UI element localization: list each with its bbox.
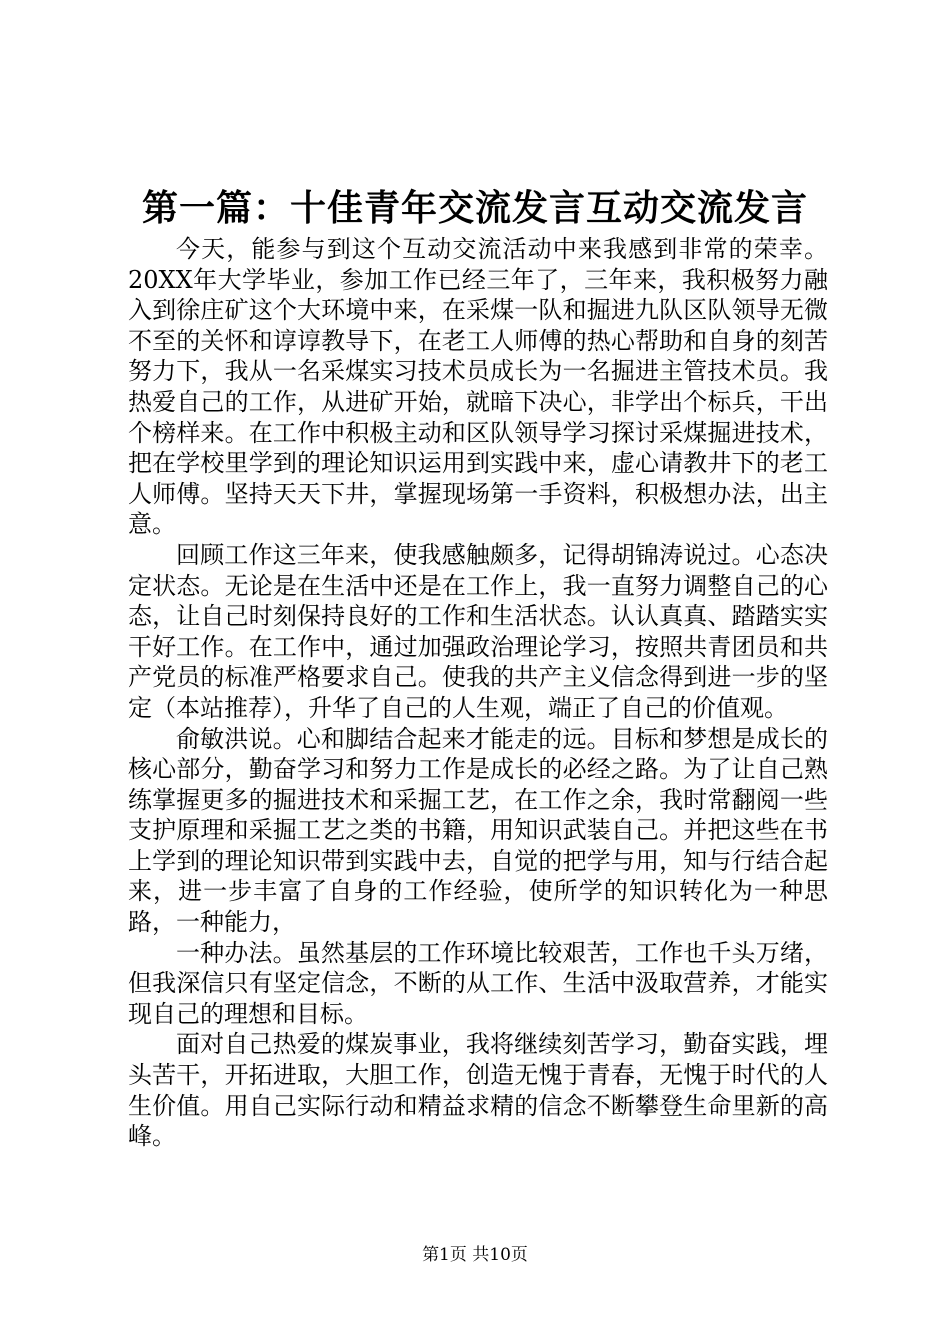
page-number-indicator: 第1页 共10页	[422, 1245, 528, 1265]
paragraph-2: 回顾工作这三年来，使我感触颇多，记得胡锦涛说过。心态决定状态。无论是在生活中还是在工作上，我一直努力调整自己的心态，让自己时刻保持良好的工作和生活状态。认认真真、踏踏实实干好工作。在工作中，通过加强政治理论学习，按照共青团员和共产党员的标准严格要求自己。使我的共产主义信念得到进一步的坚定（本站推荐），升华了自己的人生观，端正了自己的价值观。	[128, 540, 828, 722]
paragraph-3: 俞敏洪说。心和脚结合起来才能走的远。目标和梦想是成长的核心部分，勤奋学习和努力工作是成长的必经之路。为了让自己熟练掌握更多的掘进技术和采掘工艺，在工作之余，我时常翻阅一些支护原理和采掘工艺之类的书籍，用知识武装自己。并把这些在书上学到的理论知识带到实践中去，自觉的把学与用，知与行结合起来，进一步丰富了自身的工作经验，使所学的知识转化为一种思路，一种能力，	[128, 724, 828, 937]
paragraph-1: 今天，能参与到这个互动交流活动中来我感到非常的荣幸。20XX年大学毕业，参加工作已经三年了，三年来，我积极努力融入到徐庄矿这个大环境中来，在采煤一队和掘进九队区队领导无微不至的关怀和谆谆教导下，在老工人师傅的热心帮助和自身的刻苦努力下，我从一名采煤实习技术员成长为一名掘进主管技术员。我热爱自己的工作，从进矿开始，就暗下决心，非学出个标兵，干出个榜样来。在工作中积极主动和区队领导学习探讨采煤掘进技术，把在学校里学到的理论知识运用到实践中来，虚心请教井下的老工人师傅。坚持天天下井，掌握现场第一手资料，积极想办法，出主意。	[128, 235, 828, 539]
page-footer	[0, 1243, 950, 1267]
paragraph-5: 面对自己热爱的煤炭事业，我将继续刻苦学习，勤奋实践，埋头苦干，开拓进取，大胆工作，创造无愧于青春，无愧于时代的人生价值。用自己实际行动和精益求精的信念不断攀登生命里新的高峰。	[128, 1030, 828, 1151]
document-body	[128, 234, 828, 1152]
paragraph-4: 一种办法。虽然基层的工作环境比较艰苦，工作也千头万绪，但我深信只有坚定信念，不断的从工作、生活中汲取营养，才能实现自己的理想和目标。	[128, 938, 828, 1028]
document-title: 第一篇：十佳青年交流发言互动交流发言	[141, 188, 808, 229]
